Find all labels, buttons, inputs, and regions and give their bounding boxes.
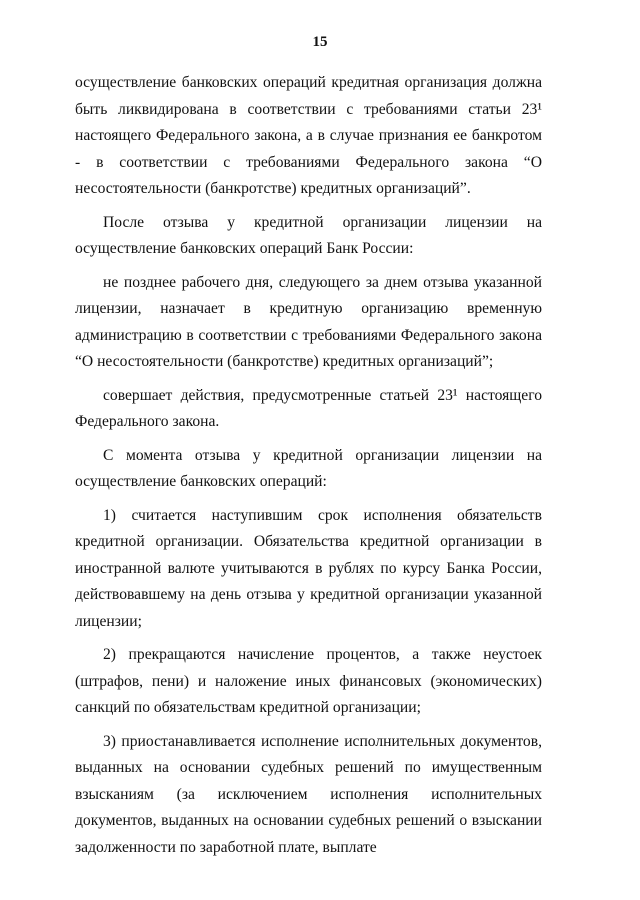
list-item-text: считается наступившим срок исполнения обязательств кредитной организации. Обязательства кредитной организации в иностранной валюте учитываются в рублях по курсу Банка России, действовавшему на день отзыва у кредитной организации указанной лицензии; [75,506,542,630]
list-item [75,729,542,862]
list-item [75,642,542,722]
list-item-number: 1) [103,506,116,524]
paragraph: совершает действия, предусмотренные статьей 23¹ настоящего Федерального закона. [75,386,542,430]
paragraph: После отзыва у кредитной организации лицензии на осуществление банковских операций Банк России: [75,213,542,257]
list-item [75,503,542,636]
list-item-number: 3) [103,732,116,750]
paragraph: С момента отзыва у кредитной организации лицензии на осуществление банковских операций: [75,446,542,490]
document-body [75,70,542,868]
page-number: 15 [312,34,328,50]
paragraph: не позднее рабочего дня, следующего за днем отзыва указанной лицензии, назначает в кредитную организацию временную администрацию в соответствии с требованиями Федерального закона “О несостоятельности (банкротстве) кредитных организаций”; [75,273,542,370]
list-item-text: прекращаются начисление процентов, а также неустоек (штрафов, пени) и наложение иных финансовых (экономических) санкций по обязательствам кредитной организации; [75,646,542,716]
list-item-text: приостанавливается исполнение исполнительных документов, выданных на основании судебных решений по имущественным взысканиям (за исключением исполнения исполнительных документов, выданных на основании судебных решений о взыскании задолженности по заработной плате, выплате [75,732,542,856]
paragraph: осуществление банковских операций кредитная организация должна быть ликвидирована в соответствии с требованиями статьи 23¹ настоящего Федерального закона, а в случае признания ее банкротом - в соответствии с требованиями Федерального закона “О несостоятельности (банкротстве) кредитных организаций”. [75,74,542,197]
list-item-number: 2) [103,646,116,663]
